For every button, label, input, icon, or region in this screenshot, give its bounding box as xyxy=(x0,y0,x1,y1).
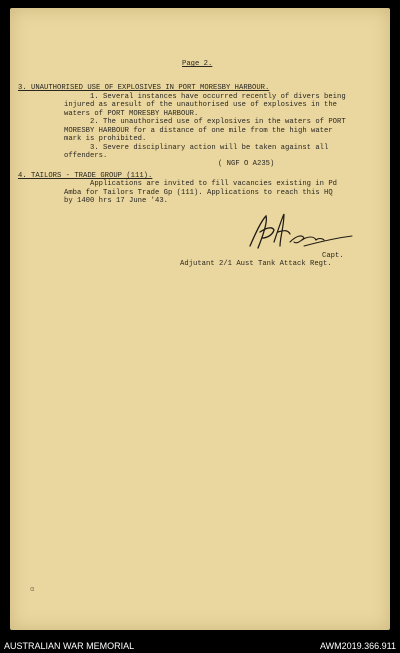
section-3-line-6: mark is prohibited. xyxy=(64,135,147,143)
section-4-heading: 4. TAILORS - TRADE GROUP (111). xyxy=(18,172,153,180)
footer-institution: AUSTRALIAN WAR MEMORIAL xyxy=(4,641,135,651)
section-3-line-3: waters of PORT MORESBY HARBOUR. xyxy=(64,110,199,118)
section-4-line-1: Applications are invited to fill vacancies existing in Pd xyxy=(90,180,337,188)
section-3-line-4: 2. The unauthorised use of explosives in the waters of PORT xyxy=(90,118,346,126)
section-3-line-5: MORESBY HARBOUR for a distance of one mile from the high water xyxy=(64,127,333,135)
signatory-title: Adjutant 2/1 Aust Tank Attack Regt. xyxy=(180,260,332,268)
handwritten-signature xyxy=(244,208,356,254)
section-3-reference: ( NGF O A235) xyxy=(218,160,275,168)
section-3-line-1: 1. Several instances have occurred recently of divers being xyxy=(90,93,346,101)
section-4-line-3: by 1400 hrs 17 June '43. xyxy=(64,197,168,205)
section-3-line-7: 3. Severe disciplinary action will be taken against all xyxy=(90,144,329,152)
page-label: Page 2. xyxy=(182,60,213,68)
section-3-line-8: offenders. xyxy=(64,152,108,160)
section-4-line-2: Amba for Tailors Trade Gp (111). Applications to reach this HQ xyxy=(64,189,333,197)
signatory-rank: Capt. xyxy=(322,252,344,260)
footer-accession-number: AWM2019.366.911 xyxy=(319,641,396,651)
pencil-mark: α xyxy=(30,585,35,593)
section-3-heading: 3. UNAUTHORISED USE OF EXPLOSIVES IN PORT MORESBY HARBOUR. xyxy=(18,84,270,92)
section-3-line-2: injured as aresult of the unauthorised use of explosives in the xyxy=(64,101,337,109)
